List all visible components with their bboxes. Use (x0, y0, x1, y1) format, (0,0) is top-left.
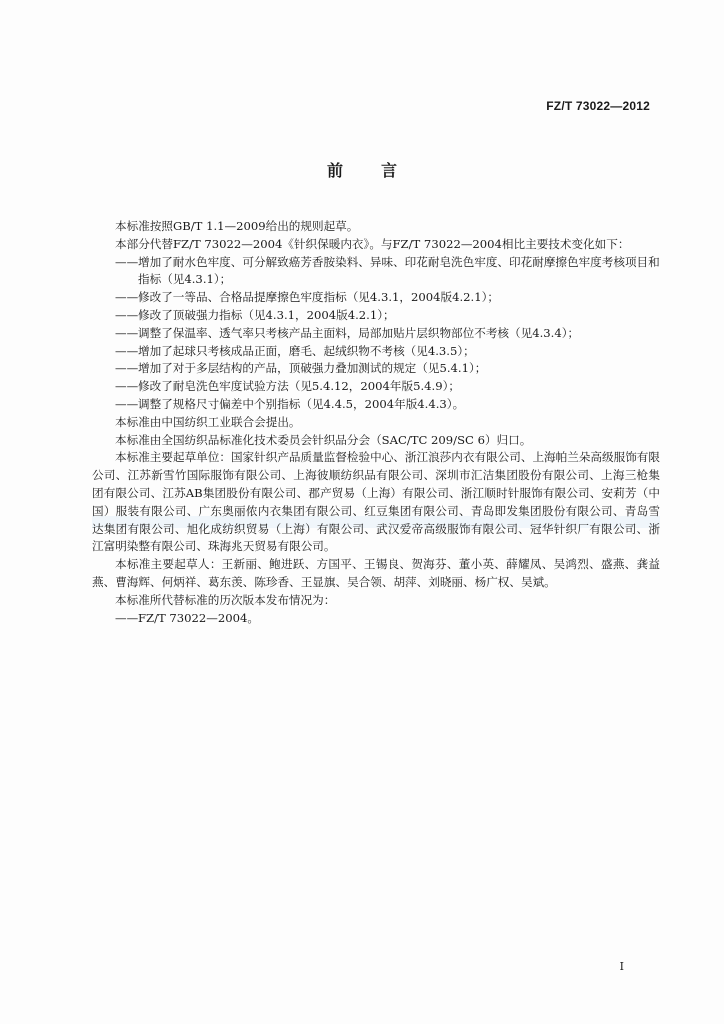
change-item-text: 增加了耐水色牢度、可分解致癌芳香胺染料、异味、印花耐皂洗色牢度、印花耐摩擦色牢度考核项目和指标（见4.3.1）； (138, 254, 660, 287)
drafters-paragraph: 本标准主要起草人：王新丽、鲍进跃、方国平、王锡良、贺海芬、董小英、薛耀凤、吴鸿烈、盛燕、龚益燕、曹海辉、何炳祥、葛东羡、陈珍香、王显旗、吴合领、胡萍、刘晓丽、杨广权、吴斌。 (92, 557, 660, 589)
change-item-text: 修改了顶破强力指标（见4.3.1，2004版4.2.1）； (138, 307, 395, 322)
dash-marker: —— (115, 379, 139, 394)
preface-body (92, 218, 660, 627)
change-item (92, 254, 660, 290)
version-history-heading: 本标准所代替标准的历次版本发布情况为： (115, 592, 336, 607)
change-item-text: 调整了规格尺寸偏差中个别指标（见4.4.5，2004年版4.4.3）。 (138, 396, 465, 411)
change-item (92, 289, 660, 307)
intro-paragraph-drafting-rules: 本标准按照GB/T 1.1—2009给出的规则起草。 (115, 219, 359, 233)
dash-marker: —— (115, 343, 139, 358)
change-item (92, 325, 660, 343)
change-item-text: 调整了保温率、透气率只考核产品主面料，局部加贴片层织物部位不考核（见4.3.4）； (138, 325, 580, 340)
change-item-text: 增加了起球只考核成品正面，磨毛、起绒织物不考核（见4.3.5）； (138, 343, 475, 358)
page-title: 前言 (326, 161, 435, 180)
dash-marker: —— (115, 361, 139, 376)
change-item-text: 增加了对于多层结构的产品，顶破强力叠加测试的规定（见5.4.1）； (138, 361, 487, 376)
dash-marker: —— (115, 254, 139, 269)
dash-marker: —— (115, 396, 139, 411)
proposer-paragraph: 本标准由中国纺织工业联合会提出。 (115, 414, 301, 429)
administration-paragraph: 本标准由全国纺织品标准化技术委员会针织品分会（SAC/TC 209/SC 6）归口。 (115, 432, 532, 447)
intro-paragraph-replacement: 本部分代替FZ/T 73022—2004《针织保暖内衣》。与FZ/T 73022—2004相比主要技术变化如下： (115, 236, 630, 251)
drafting-units-paragraph: 本标准主要起草单位：国家针织产品质量监督检验中心、浙江浪莎内衣有限公司、上海帕兰朵高级服饰有限公司、江苏新雪竹国际服饰有限公司、上海彼顺纺织品有限公司、深圳市汇洁集团股份有限公司、上海三枪集团有限公司、江苏AB集团股份有限公司、郡产贸易（上海）有限公司、浙江顺时针服饰有限公司、安莉芳（中国）服装有限公司、广东奥丽侬内衣集团有限公司、红豆集团有限公司、青岛即发集团股份有限公司、青岛雪达集团有限公司、旭化成纺织贸易（上海）有限公司、武汉爱帝高级服饰有限公司、冠华针织厂有限公司、浙江富明染整有限公司、珠海兆天贸易有限公司。 (92, 450, 660, 554)
change-item (92, 396, 660, 414)
dash-marker: —— (115, 325, 139, 340)
change-item-text: 修改了耐皂洗色牢度试验方法（见5.4.12，2004年版5.4.9）； (138, 379, 460, 394)
standard-code: FZ/T 73022—2012 (546, 99, 650, 113)
change-item-text: 修改了一等品、合格品提摩擦色牢度指标（见4.3.1，2004版4.2.1）； (138, 290, 499, 305)
history-version-item (92, 610, 660, 628)
dash-marker: —— (115, 610, 139, 625)
dash-marker: —— (115, 290, 139, 305)
history-version-text: FZ/T 73022—2004。 (138, 610, 259, 625)
page-number: I (619, 960, 624, 973)
change-item (92, 343, 660, 361)
change-item (92, 378, 660, 396)
change-item (92, 307, 660, 325)
change-item (92, 360, 660, 378)
dash-marker: —— (115, 307, 139, 322)
